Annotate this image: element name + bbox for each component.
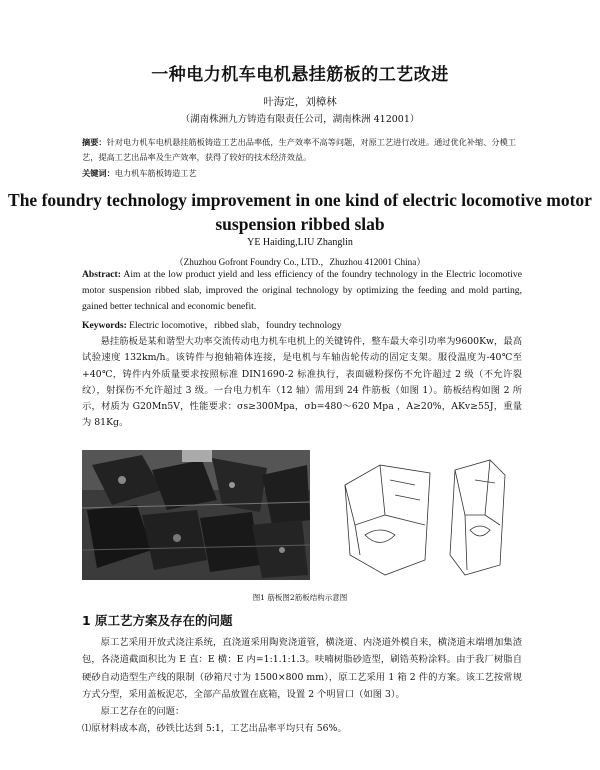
english-title: The foundry technology improvement in one kind of electric locomotive motor suspension ribbed slab xyxy=(8,190,592,234)
chinese-keywords-text: 电力机车筋板铸造工艺 xyxy=(114,168,197,178)
introduction-section xyxy=(82,334,522,432)
chinese-abstract-label: 摘要： xyxy=(82,137,107,147)
section-1-paragraph: 原工艺采用开放式浇注系统，直浇道采用陶瓷浇道管，横浇道、内浇道外模自来，横浇道末端增加集渣包，各浇道截面积比为 E 直：E 横：E 内=1:1.1:1.3。呋喃树脂砂造型，刷锆英粉涂料。由于我厂树脂自硬砂自动造型生产线的限制（砂箱尺寸为 1500×800 mm），原工艺采用 1 箱 2 件的方案。该工艺按常规方式分型，采用盖板泥芯，全部产品放置在底箱，设置 2 个明冒口（如图 3）。 xyxy=(82,637,522,700)
english-abstract-label: Abstract: xyxy=(82,269,121,280)
chinese-abstract xyxy=(82,135,522,165)
english-keywords-text: Electric locomotive，ribbed slab，foundry technology xyxy=(126,320,342,331)
problem-item-1: ⑴原材料成本高，砂铁比达到 5:1，工艺出品率平均只有 56%。 xyxy=(82,723,347,735)
chinese-authors: 叶海定，刘樟林 xyxy=(263,96,337,108)
figure-caption: 图1 筋板图2筋板结构示意图 xyxy=(252,593,348,602)
ribbed-slab-structure-drawing xyxy=(325,455,525,580)
chinese-affiliation: （湖南株洲九方铸造有限责任公司，湖南株洲 412001） xyxy=(180,114,420,125)
problems-heading: 原工艺存在的问题： xyxy=(100,706,185,718)
chinese-keywords xyxy=(82,168,522,179)
figure-2-drawing xyxy=(325,455,525,580)
english-affiliation: （Zhuzhou Gofront Foundry Co., LTD.，Zhuzhou 412001 China） xyxy=(174,257,426,267)
english-keywords-label: Keywords: xyxy=(82,320,127,331)
english-abstract-text: Aim at the low product yield and less efficiency of the foundry technology in the Electric locomotive motor suspension ribbed slab, improved the original technology by optimizing the feeding and mold parting, gained better technical and economic benefit. xyxy=(82,269,522,312)
chinese-keywords-label: 关键词： xyxy=(82,168,115,178)
chinese-abstract-text: 针对电力机车电机悬挂筋板铸造工艺出品率低，生产效率不高等问题，对原工艺进行改进。通过优化补缩、分模工艺，提高工艺出品率及生产效率，获得了较好的技术经济效益。 xyxy=(82,137,516,162)
chinese-title: 一种电力机车电机悬挂筋板的工艺改进 xyxy=(151,65,449,85)
english-keywords xyxy=(82,317,522,331)
section-1-heading: 1 原工艺方案及存在的问题 xyxy=(82,613,233,628)
intro-paragraph: 悬挂筋板是某和谐型大功率交流传动电力机车电机上的关键铸件，整车最大牵引功率为9600Kw，最高试验速度 132km/h。该铸件与抱轴箱体连接，是电机与车轴齿轮传动的固定支架。服役温度为-40℃至+40℃，铸件内外质量要求按照标准 DIN1690-2 标准执行，表面磁粉探伤不允许超过 2 级（不允许裂纹），射探伤不允许超过 3 级。一台电力机车（12 轴）需用到 24 件筋板（如图 1）。筋板结构如图 2 所示，材质为 G20Mn5V，性能要求：σs≥300Mpa，σb=480～620 Mpa ，A≥20%，AKv≥55J，重量为 81Kg。 xyxy=(82,336,522,429)
english-authors: YE Haiding,LIU Zhanglin xyxy=(247,237,353,248)
castings-photo-image xyxy=(82,450,310,580)
section-1-body xyxy=(82,634,522,738)
english-abstract xyxy=(82,267,522,315)
figure-1-photo xyxy=(82,450,310,580)
